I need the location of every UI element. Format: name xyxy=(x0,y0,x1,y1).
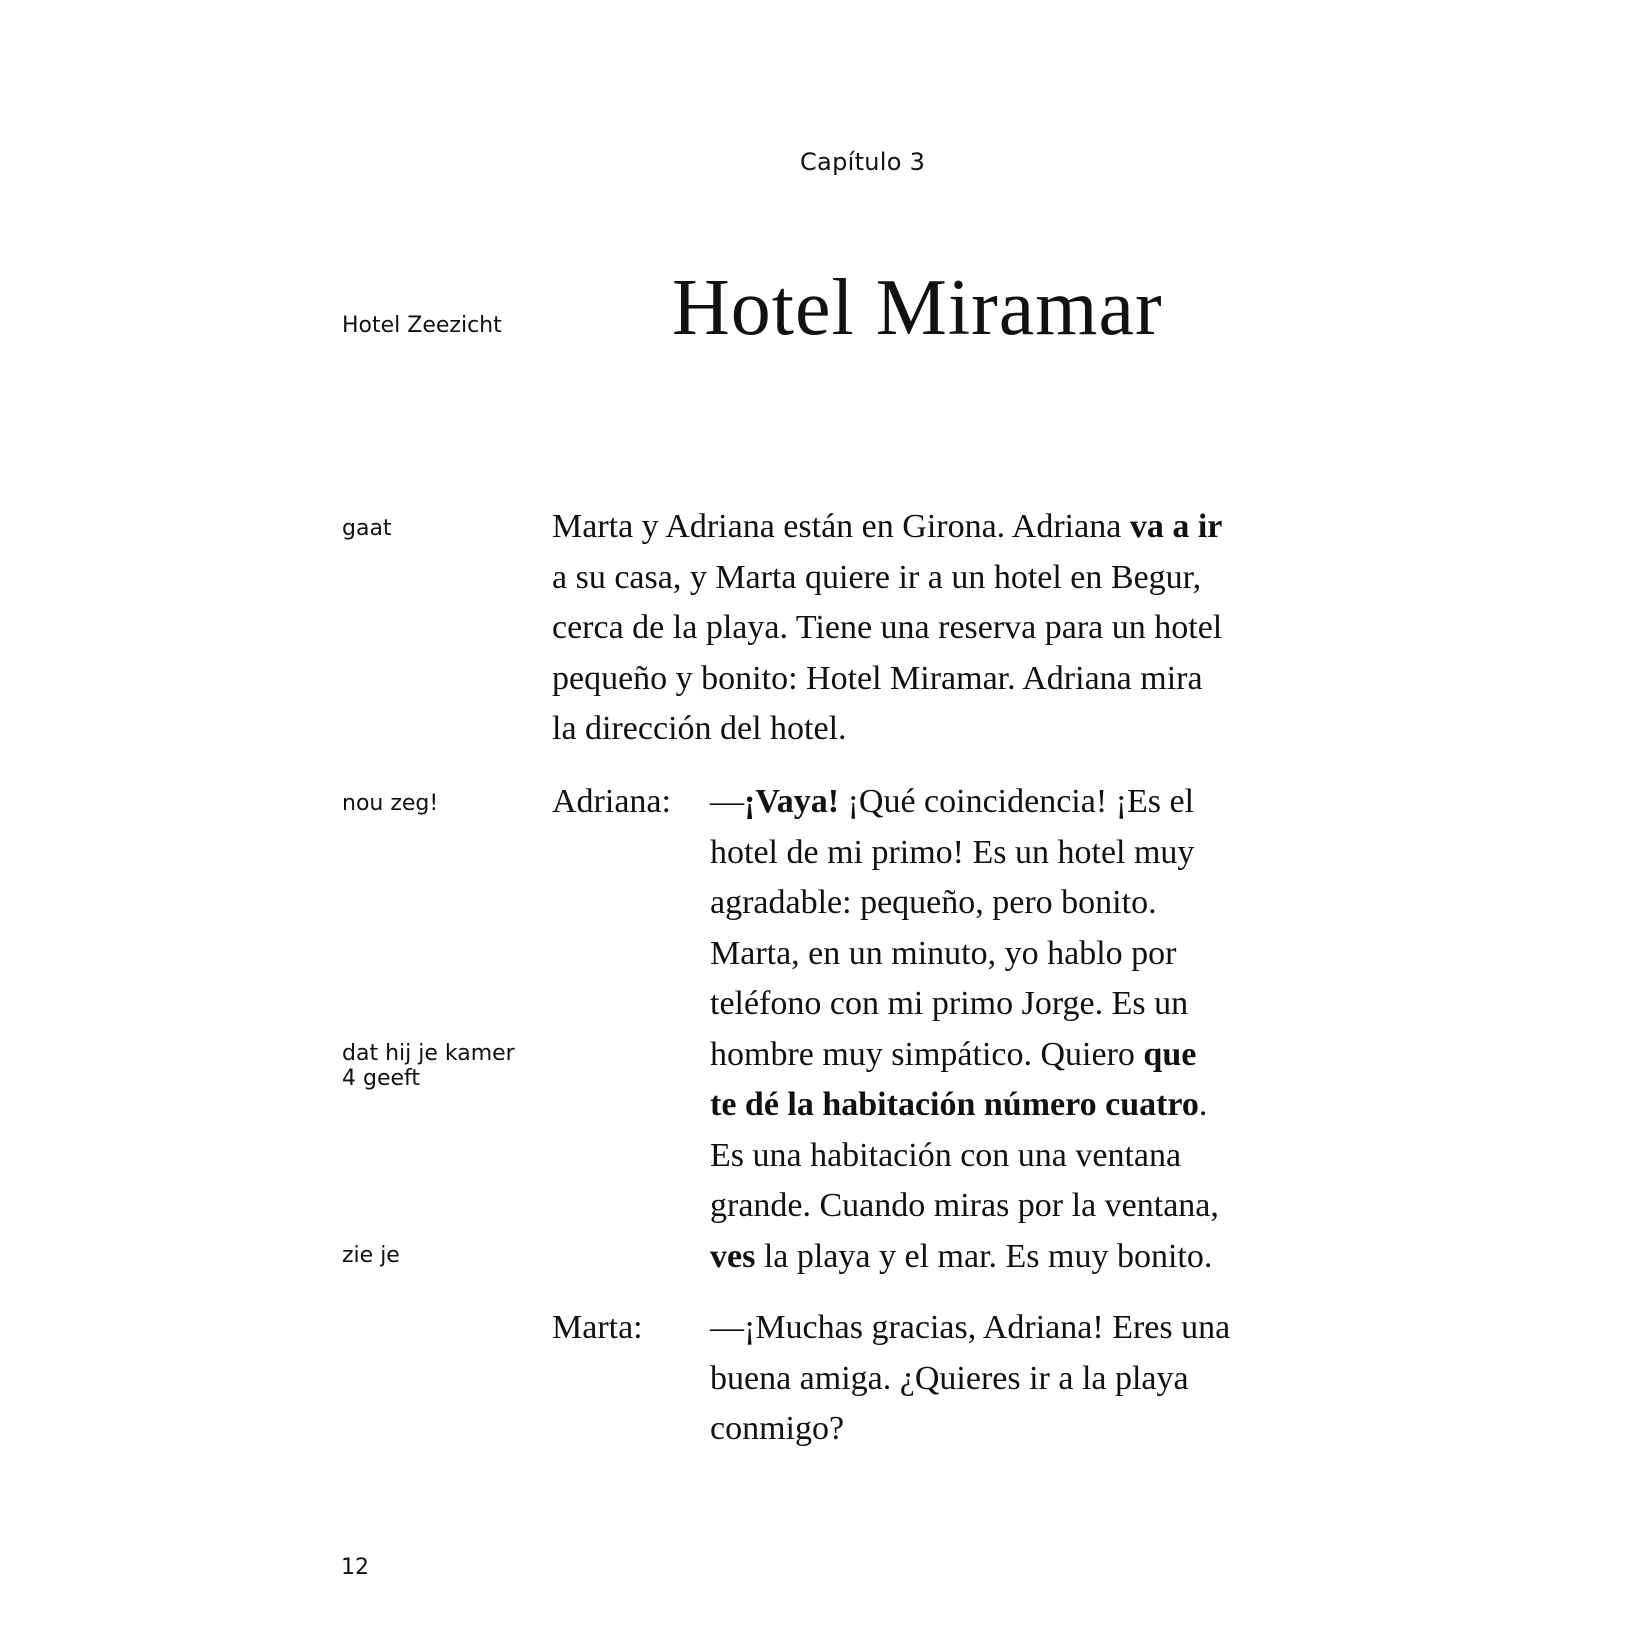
text-line: hotel de mi primo! Es un hotel muy xyxy=(710,833,1195,871)
speech-adriana xyxy=(710,777,1219,1282)
title-gloss: Hotel Zeezicht xyxy=(342,313,502,338)
speech-marta xyxy=(710,1303,1230,1455)
page-number: 12 xyxy=(341,1555,369,1580)
gloss-zie-je: zie je xyxy=(342,1243,400,1268)
gloss-nou-zeg: nou zeg! xyxy=(342,791,439,816)
text-line: agradable: pequeño, pero bonito. xyxy=(710,884,1157,921)
text-line: cerca de la playa. Tiene una reserva para un hotel xyxy=(552,609,1223,646)
text-line: Marta, en un minuto, yo hablo por xyxy=(710,934,1177,972)
text-line: teléfono con mi primo Jorge. Es un xyxy=(710,985,1189,1022)
text-line: grande. Cuando miras por la ventana, xyxy=(710,1187,1219,1224)
text-line: buena amiga. ¿Quieres ir a la playa xyxy=(710,1359,1189,1397)
gloss-line: dat hij je kamer xyxy=(342,1041,515,1066)
text-line: te dé la habitación número cuatro. xyxy=(710,1086,1208,1123)
text-line: conmigo? xyxy=(710,1410,845,1447)
gloss-dat-hij-je-kamer xyxy=(342,1041,515,1092)
text-line: la dirección del hotel. xyxy=(552,710,847,747)
text-line: Marta y Adriana están en Girona. Adriana va a ir xyxy=(552,508,1223,545)
text-line: —¡Vaya! ¡Qué coincidencia! ¡Es el xyxy=(710,783,1195,820)
text-line: —¡Muchas gracias, Adriana! Eres una xyxy=(710,1309,1231,1346)
page-title: Hotel Miramar xyxy=(672,264,1163,352)
text-line: pequeño y bonito: Hotel Miramar. Adriana mira xyxy=(552,659,1203,697)
speaker-adriana: Adriana: xyxy=(552,783,671,820)
text-line: hombre muy simpático. Quiero que xyxy=(710,1035,1197,1073)
text-line: Es una habitación con una ventana xyxy=(710,1136,1182,1174)
chapter-label: Capítulo 3 xyxy=(800,148,926,176)
gloss-line: 4 geeft xyxy=(342,1066,421,1091)
speaker-marta: Marta: xyxy=(552,1309,643,1346)
text-line: ves la playa y el mar. Es muy bonito. xyxy=(710,1237,1213,1275)
text-line: a su casa, y Marta quiere ir a un hotel en Begur, xyxy=(552,558,1202,596)
narration-paragraph xyxy=(552,502,1222,755)
gloss-gaat: gaat xyxy=(342,516,392,541)
